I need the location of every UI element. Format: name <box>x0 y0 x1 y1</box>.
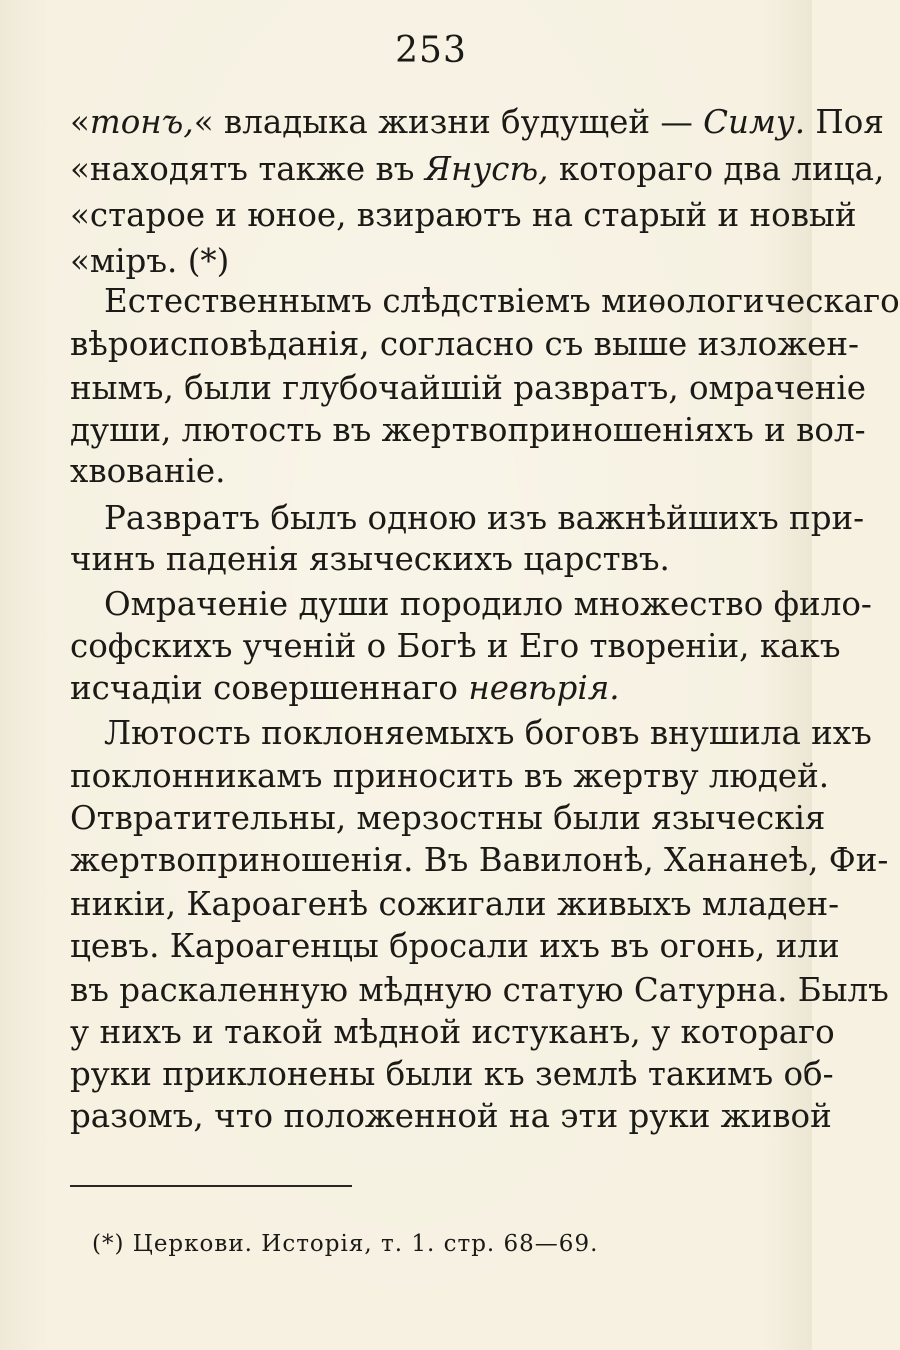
text-line: Омраченіе души породило множество фило- <box>104 585 872 623</box>
text-line: души, лютость въ жертвоприношеніяхъ и вол- <box>70 411 866 449</box>
text-line: Естественнымъ слѣдствіемъ миѳологическаго <box>104 282 900 320</box>
text-line: чинъ паденія языческихъ царствъ. <box>70 540 670 578</box>
text-line: руки приклонены были къ землѣ такимъ об- <box>70 1055 834 1093</box>
text-line: «тонъ,« владыка жизни будущей — Симу. Поя <box>70 103 884 141</box>
footnote: (*) Церкови. Исторія, т. 1. стр. 68—69. <box>92 1231 599 1257</box>
text-line: Развратъ былъ одною изъ важнѣйшихъ при- <box>104 499 865 537</box>
text-line: софскихъ ученій о Богѣ и Его твореніи, какъ <box>70 627 841 665</box>
text-line: поклонникамъ приносить въ жертву людей. <box>70 757 830 795</box>
text-line: «міръ. (*) <box>70 242 230 280</box>
text-line: цевъ. Кароагенцы бросали ихъ въ огонь, или <box>70 927 840 965</box>
text-line: исчадіи совершеннаго невѣрія. <box>70 669 620 707</box>
text-line: въ раскаленную мѣдную статую Сатурна. Былъ <box>70 971 889 1009</box>
text-line: «старое и юное, взираютъ на старый и новый <box>70 196 857 234</box>
text-line: хвованіе. <box>70 452 226 490</box>
page-number: 253 <box>395 30 467 71</box>
text-line: «находятъ также въ Янусѣ, котораго два лица, <box>70 150 885 188</box>
text-line: никіи, Кароагенѣ сожигали живыхъ младен- <box>70 885 840 923</box>
text-line: разомъ, что положенной на эти руки живой <box>70 1097 832 1135</box>
footnote-divider <box>70 1185 352 1187</box>
text-line: у нихъ и такой мѣдной истуканъ, у котораго <box>70 1013 835 1051</box>
text-line: Лютость поклоняемыхъ боговъ внушила ихъ <box>104 714 872 752</box>
text-line: нымъ, были глубочайшій развратъ, омраченіе <box>70 369 867 407</box>
text-line: вѣроисповѣданія, согласно съ выше изложен- <box>70 325 859 363</box>
text-line: жертвоприношенія. Въ Вавилонѣ, Хананеѣ, Фи- <box>70 841 889 879</box>
text-line: Отвратительны, мерзостны были языческія <box>70 799 826 837</box>
